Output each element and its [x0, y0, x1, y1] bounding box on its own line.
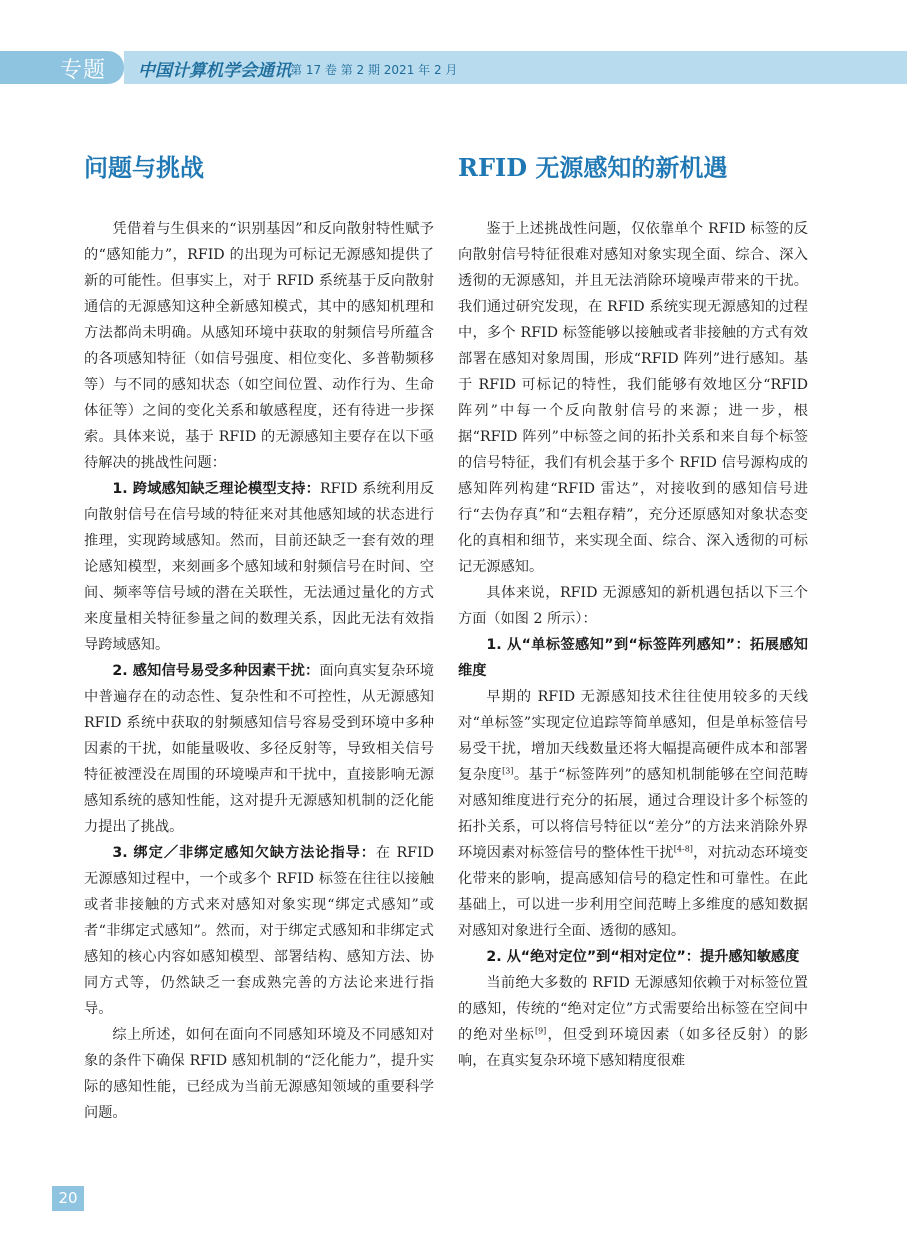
paragraph: 鉴于上述挑战性问题，仅依靠单个 RFID 标签的反向散射信号特征很难对感知对象实现全面、综合、深入透彻的无源感知，并且无法消除环境噪声带来的干扰。我们通过研究发现，在 RFID 系统实现无源感知的过程中，多个 RFID 标签能够以接触或者非接触的方式有效部署在感知对象周围，形成“RFID 阵列”进行感知。基于 RFID 可标记的特性，我们能够有效地区分“RFID 阵列”中每一个反向散射信号的来源；进一步，根据“RFID 阵列”中标签之间的拓扑关系和来自每个标签的信号特征，我们有机会基于多个 RFID 信号源构成的感知阵列构建“RFID 雷达”，对接收到的感知信号进行“去伪存真”和“去粗存精”，充分还原感知对象状态变化的真相和细节，来实现全面、综合、深入透彻的可标记无源感知。 — [458, 221, 808, 575]
paragraph — [84, 658, 434, 840]
paragraph — [84, 840, 434, 1022]
page-header — [0, 51, 907, 84]
left-column — [84, 150, 434, 1126]
citation: [3] — [502, 766, 514, 776]
paragraph — [84, 476, 434, 658]
text-run: 。基于“标签阵列”的感知机制能够在空间范畴对感知维度进行充分的拓展，通过合理设计多个标签的拓扑关系，可以将信号特征以“差分”的方法来消除外界环境因素对标签信号的整体性干扰 — [458, 767, 808, 861]
item-lead: 3. 绑定／非绑定感知欠缺方法论指导： — [112, 845, 376, 861]
right-column — [458, 150, 808, 1074]
text-run: 早期的 RFID 无源感知技术往往使用较多的天线对“单标签”实现定位追踪等简单感知，但是单标签信号易受干扰，增加天线数量还将大幅提高硬件成本和部署复杂度 — [458, 689, 808, 783]
citation: [4-8] — [673, 844, 693, 854]
subsection-heading: 2. 从“绝对定位”到“相对定位”：提升感知敏感度 — [486, 949, 800, 965]
section-label: 专题 — [60, 58, 107, 83]
text-run: ，对抗动态环境变化带来的影响，提高感知信号的稳定性和可靠性。在此基础上，可以进一步利用空间范畴上多维度的感知数据对感知对象进行全面、透彻的感知。 — [458, 845, 808, 939]
paragraph: 综上所述，如何在面向不同感知环境及不同感知对象的条件下确保 RFID 感知机制的“泛化能力”，提升实际的感知性能，已经成为当前无源感知领域的重要科学问题。 — [84, 1027, 434, 1121]
citation: [9] — [534, 1026, 547, 1036]
item-lead: 1. 跨域感知缺乏理论模型支持： — [112, 481, 320, 497]
item-lead: 2. 感知信号易受多种因素干扰： — [112, 663, 320, 679]
item-body: RFID 系统利用反向散射信号在信号域的特征来对其他感知域的状态进行推理，实现跨域感知。然而，目前还缺乏一套有效的理论感知模型，来刻画多个感知域和射频信号在时间、空间、频率等信号域的潜在关联性，无法通过量化的方式来度量相关特征参量之间的数理关系，因此无法有效指导跨域感知。 — [84, 481, 435, 653]
page-number: 20 — [52, 1186, 84, 1211]
section-title-opportunities: RFID 无源感知的新机遇 — [458, 153, 728, 182]
paragraph — [458, 684, 808, 944]
section-tag — [0, 51, 124, 84]
item-body: 在 RFID 无源感知过程中，一个或多个 RFID 标签在往往以接触或者非接触的方式来对感知对象实现“绑定式感知”或者“非绑定式感知”。然而，对于绑定式感知和非绑定式感知的核心内容如感知模型、部署结构、感知方法、协同方式等，仍然缺乏一套成熟完善的方法论来进行指导。 — [84, 845, 435, 1017]
section-title-challenges: 问题与挑战 — [84, 153, 204, 182]
item-body: 面向真实复杂环境中普遍存在的动态性、复杂性和不可控性，从无源感知 RFID 系统中获取的射频感知信号容易受到环境中多种因素的干扰，如能量吸收、多径反射等，导致相关信号特征被湮没在周围的环境噪声和干扰中，直接影响无源感知系统的感知性能，这对提升无源感知机制的泛化能力提出了挑战。 — [84, 663, 434, 835]
text-run: ，但受到环境因素（如多径反射）的影响，在真实复杂环境下感知精度很难 — [458, 1027, 808, 1069]
issue-info: 第 17 卷 第 2 期 2021 年 2 月 — [290, 63, 458, 77]
text-run: 当前绝大多数的 RFID 无源感知依赖于对标签位置的感知，传统的“绝对定位”方式需要给出标签在空间中的绝对坐标 — [458, 975, 808, 1043]
subsection-heading: 1. 从“单标签感知”到“标签阵列感知”：拓展感知维度 — [458, 637, 808, 679]
paragraph: 凭借着与生俱来的“识别基因”和反向散射特性赋予的“感知能力”，RFID 的出现为可标记无源感知提供了新的可能性。但事实上，对于 RFID 系统基于反向散射通信的无源感知这种全新感知模式，其中的感知机理和方法都尚未明确。从感知环境中获取的射频信号所蕴含的各项感知特征（如信号强度、相位变化、多普勒频移等）与不同的感知状态（如空间位置、动作行为、生命体征等）之间的变化关系和敏感程度，还有待进一步探索。具体来说，基于 RFID 的无源感知主要存在以下亟待解决的挑战性问题： — [84, 221, 434, 471]
journal-name: 中国计算机学会通讯 — [138, 61, 291, 81]
paragraph — [458, 970, 808, 1074]
paragraph: 具体来说，RFID 无源感知的新机遇包括以下三个方面（如图 2 所示）： — [458, 585, 808, 627]
